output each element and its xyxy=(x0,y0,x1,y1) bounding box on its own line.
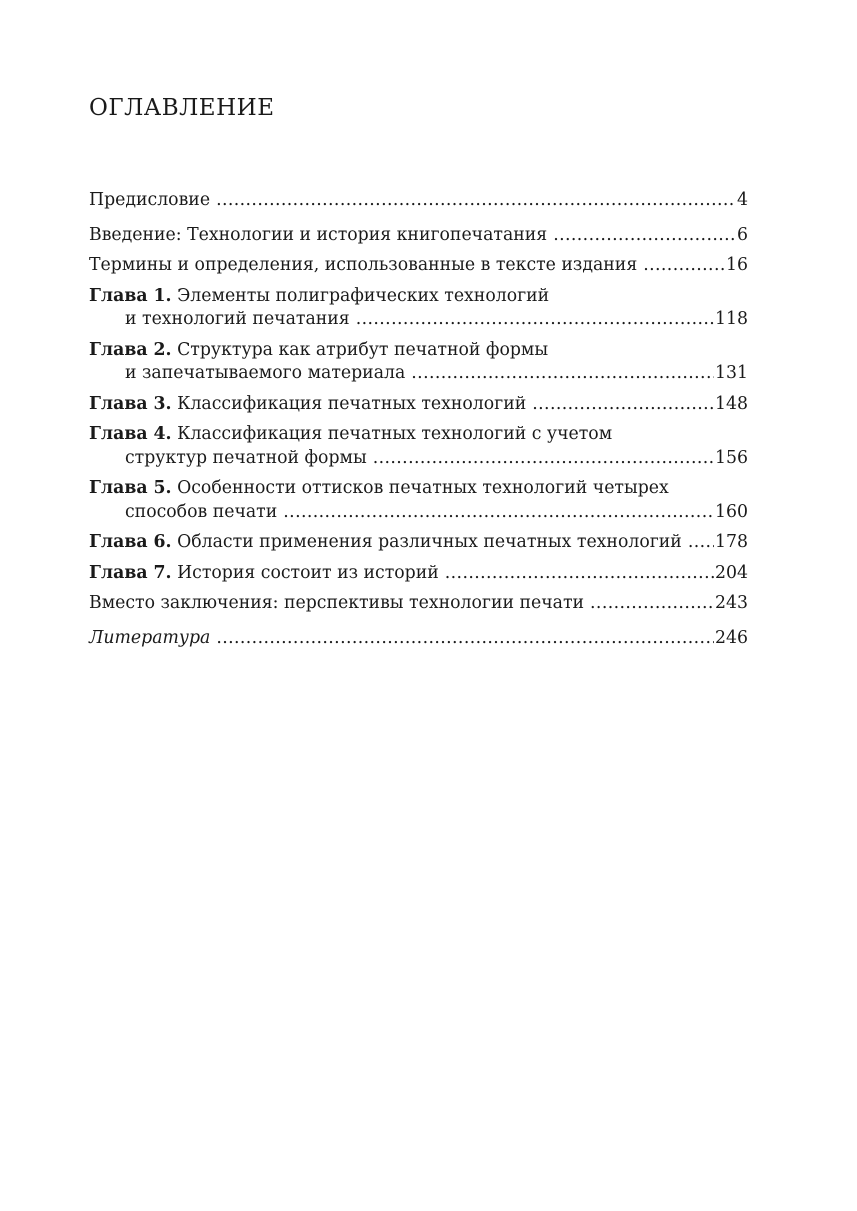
toc-entry-introduction[interactable] xyxy=(89,224,748,248)
toc-entry-title: Введение: Технологии и история книгопечатания xyxy=(89,224,548,245)
toc-entry-title-continued: и запечатываемого материала xyxy=(125,363,406,383)
toc-entry-title: Термины и определения, использованные в тексте издания xyxy=(89,255,638,275)
dot-leader xyxy=(411,362,714,386)
toc-entry-chapter-5[interactable] xyxy=(89,477,748,524)
toc-page-number: 6 xyxy=(737,224,748,245)
toc-entry-chapter-6[interactable] xyxy=(89,531,748,555)
toc-page-number: 148 xyxy=(715,393,748,414)
toc-entry-title: Структура как атрибут печатной формы xyxy=(177,339,549,360)
dot-leader xyxy=(643,254,725,278)
toc-entry-bibliography[interactable] xyxy=(89,627,748,651)
dot-leader xyxy=(590,592,714,616)
toc-page-number: 156 xyxy=(715,447,748,468)
toc-entry-title: История состоит из историй xyxy=(177,562,439,583)
toc-entry-title: Элементы полиграфических технологий xyxy=(177,285,550,306)
toc-entry-title: Классификация печатных технологий с учетом xyxy=(177,424,613,444)
toc-entry-title-continued: способов печати xyxy=(125,501,278,522)
dot-leader xyxy=(216,627,714,651)
toc-page-number: 204 xyxy=(715,562,748,583)
dot-leader xyxy=(373,447,714,471)
toc-page-number: 160 xyxy=(715,501,748,522)
toc-entry-chapter-3[interactable] xyxy=(89,393,748,417)
toc-entry-title: Вместо заключения: перспективы технологии печати xyxy=(89,593,585,613)
chapter-label: Глава 5. xyxy=(89,478,172,498)
toc-page-number: 4 xyxy=(737,190,748,210)
toc-entry-chapter-1[interactable] xyxy=(89,285,748,332)
dot-leader xyxy=(283,501,714,525)
dot-leader xyxy=(216,189,736,213)
toc-entry-terms[interactable] xyxy=(89,254,748,278)
toc-entry-preface[interactable] xyxy=(89,189,748,213)
dot-leader xyxy=(532,393,714,417)
dot-leader xyxy=(445,562,714,586)
chapter-label: Глава 3. xyxy=(89,393,172,414)
toc-entry-title-continued: и технологий печатания xyxy=(125,309,350,329)
toc-entry-chapter-2[interactable] xyxy=(89,339,748,386)
toc-entry-chapter-4[interactable] xyxy=(89,423,748,470)
toc-entry-conclusion[interactable] xyxy=(89,592,748,616)
chapter-label: Глава 4. xyxy=(89,424,172,444)
toc-entry-title: Особенности оттисков печатных технологий четырех xyxy=(177,478,669,498)
table-of-contents xyxy=(89,189,748,650)
toc-page-number: 178 xyxy=(715,532,748,552)
dot-leader xyxy=(688,531,714,555)
toc-entry-chapter-7[interactable] xyxy=(89,562,748,586)
chapter-label: Глава 6. xyxy=(89,532,172,552)
dot-leader xyxy=(356,308,714,332)
toc-page-number: 131 xyxy=(715,363,748,383)
dot-leader xyxy=(553,224,736,248)
chapter-label: Глава 7. xyxy=(89,562,172,583)
toc-page-number: 118 xyxy=(715,309,748,329)
toc-page-number: 16 xyxy=(726,255,748,275)
toc-entry-title: Классификация печатных технологий xyxy=(177,393,527,414)
toc-page-number: 246 xyxy=(715,627,748,648)
page-title: ОГЛАВЛЕНИЕ xyxy=(89,95,275,121)
toc-page-number: 243 xyxy=(715,593,748,613)
toc-entry-title: Предисловие xyxy=(89,190,211,210)
toc-entry-title: Литература xyxy=(89,627,211,648)
toc-entry-title: Области применения различных печатных технологий xyxy=(177,532,682,552)
chapter-label: Глава 2. xyxy=(89,339,172,360)
toc-entry-title-continued: структур печатной формы xyxy=(125,447,367,468)
chapter-label: Глава 1. xyxy=(89,285,172,306)
